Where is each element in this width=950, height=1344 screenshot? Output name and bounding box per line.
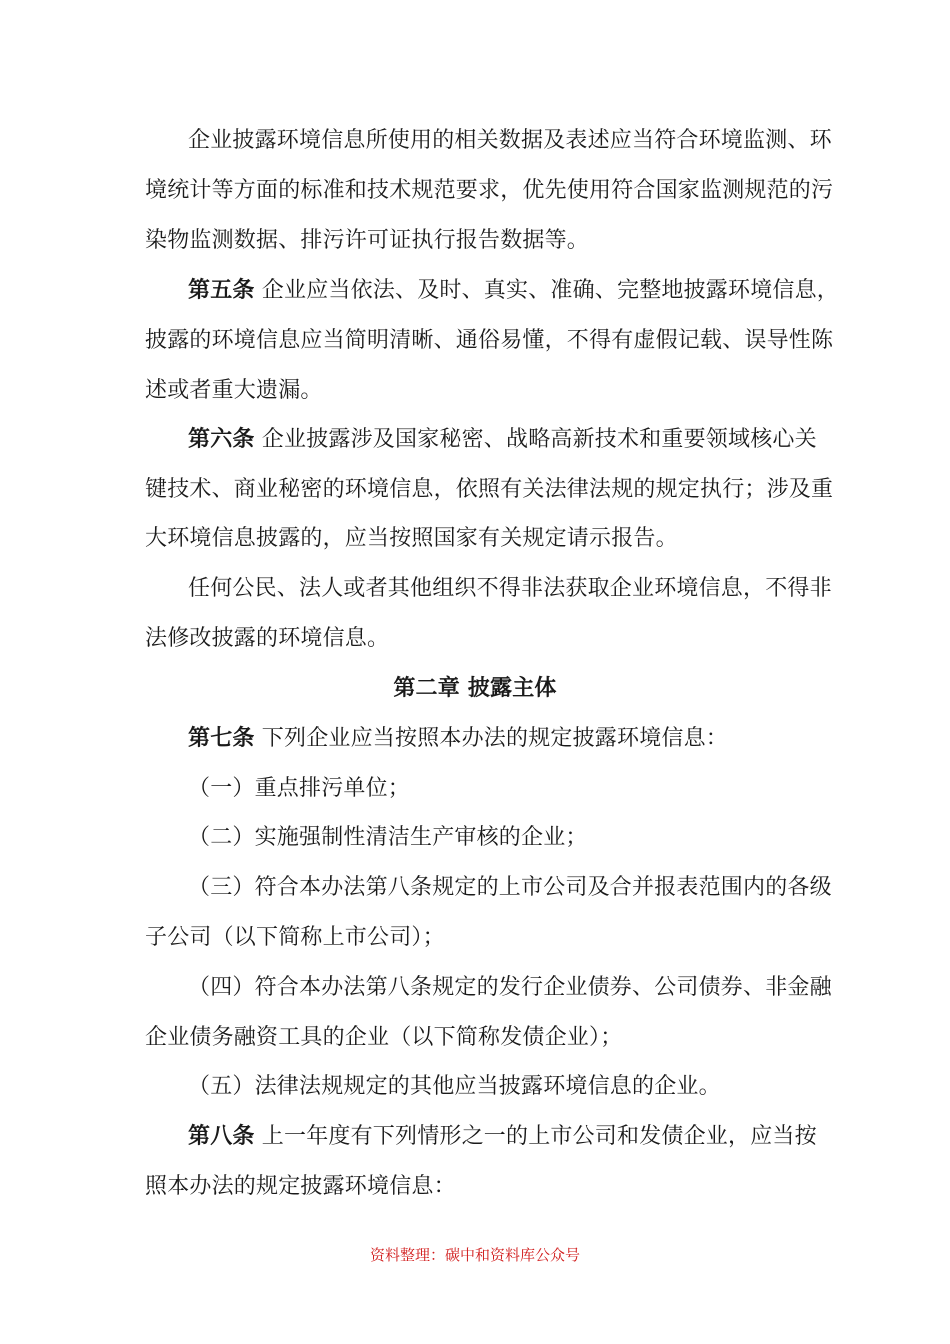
list-item: （二）实施强制性清洁生产审核的企业； bbox=[188, 825, 588, 850]
paragraph-line: 境统计等方面的标准和技术规范要求，优先使用符合国家监测规范的污 bbox=[145, 178, 834, 203]
paragraph-line: 照本办法的规定披露环境信息： bbox=[145, 1174, 456, 1199]
article-5-label: 第五条 bbox=[188, 278, 255, 303]
paragraph-line: 法修改披露的环境信息。 bbox=[145, 626, 390, 651]
paragraph-line: 键技术、商业秘密的环境信息，依照有关法律法规的规定执行；涉及重 bbox=[145, 477, 834, 502]
footer-watermark: 资料整理：碳中和资料库公众号 bbox=[369, 1246, 580, 1264]
paragraph-line: 大环境信息披露的，应当按照国家有关规定请示报告。 bbox=[145, 526, 678, 551]
paragraph-line: 染物监测数据、排污许可证执行报告数据等。 bbox=[145, 228, 590, 253]
article-7-text: 下列企业应当按照本办法的规定披露环境信息： bbox=[254, 726, 729, 751]
article-6-line bbox=[188, 425, 868, 455]
article-7-line bbox=[188, 724, 868, 754]
article-7-label: 第七条 bbox=[188, 726, 255, 751]
article-6-label: 第六条 bbox=[188, 427, 255, 452]
article-5-line bbox=[188, 276, 868, 306]
article-5-text: 企业应当依法、及时、真实、准确、完整地披露环境信息， bbox=[254, 278, 840, 303]
paragraph-line: 任何公民、法人或者其他组织不得非法获取企业环境信息，不得非 bbox=[188, 576, 832, 601]
paragraph-line: 企业披露环境信息所使用的相关数据及表述应当符合环境监测、环 bbox=[188, 128, 832, 153]
list-item: （一）重点排污单位； bbox=[188, 776, 411, 801]
list-item: （三）符合本办法第八条规定的上市公司及合并报表范围内的各级 bbox=[188, 875, 832, 900]
article-8-text: 上一年度有下列情形之一的上市公司和发债企业，应当按 bbox=[254, 1124, 817, 1149]
list-item-continuation: 子公司（以下简称上市公司）； bbox=[145, 925, 445, 950]
article-6-text: 企业披露涉及国家秘密、战略高新技术和重要领域核心关 bbox=[254, 427, 817, 452]
paragraph-line: 披露的环境信息应当简明清晰、通俗易懂，不得有虚假记载、误导性陈 bbox=[145, 328, 834, 353]
article-8-line bbox=[188, 1122, 868, 1152]
chapter-heading: 第二章 披露主体 bbox=[393, 676, 557, 701]
list-item-continuation: 企业债务融资工具的企业（以下简称发债企业）； bbox=[145, 1025, 623, 1050]
paragraph-line: 述或者重大遗漏。 bbox=[145, 378, 323, 403]
list-item: （五）法律法规规定的其他应当披露环境信息的企业。 bbox=[188, 1074, 721, 1099]
list-item: （四）符合本办法第八条规定的发行企业债券、公司债券、非金融 bbox=[188, 975, 832, 1000]
article-8-label: 第八条 bbox=[188, 1124, 255, 1149]
